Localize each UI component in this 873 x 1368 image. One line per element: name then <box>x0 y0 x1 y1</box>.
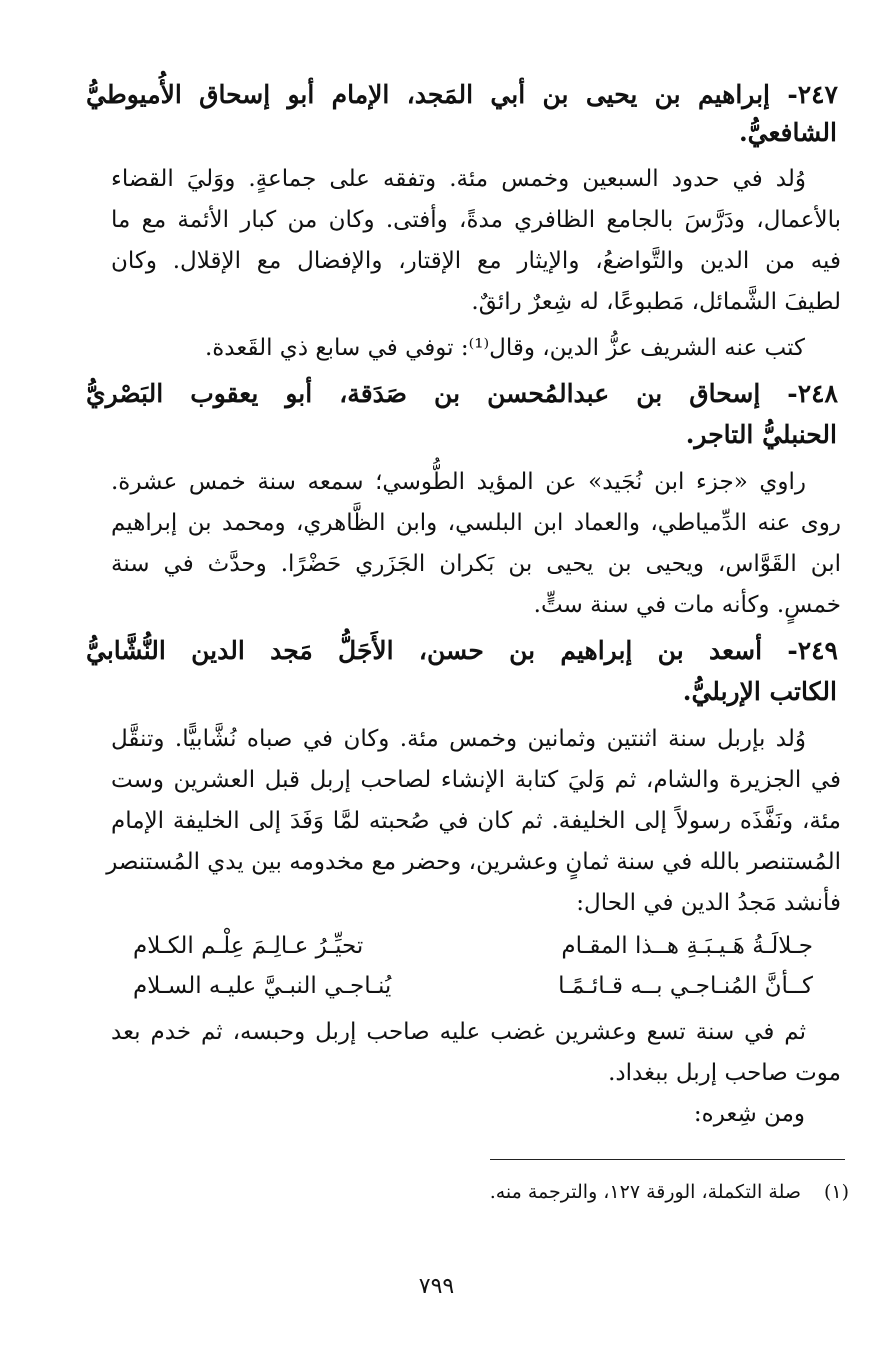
entry-247-heading-line-1: ٢٤٧- إبراهيم بن يحيى بن أبي المَجد، الإمام أبو إسحاق الأُميوطيُّ <box>86 80 838 109</box>
entry-248-heading-line-2: الحنبليُّ التاجر. <box>685 420 837 449</box>
verse-1-second-hemistich: تحيِّـرُ عـالِـمَ عِلْـم الكـلام <box>133 933 364 959</box>
verse-2-first-hemistich: كــأنَّ المُنـاجـي بــه قـائـمًـا <box>558 973 813 999</box>
entry-248-heading-line-1: ٢٤٨- إسحاق بن عبدالمُحسن بن صَدَقة، أبو يعقوب البَصْريُّ <box>86 379 838 408</box>
entry-249-heading-line-1: ٢٤٩- أسعد بن إبراهيم بن حسن، الأَجَلُّ مَجد الدين النُّشَّابيُّ <box>86 636 838 665</box>
entry-247-line-2: بالأعمال، ودَرَّسَ بالجامع الظافري مدةً، وأفتى. وكان من كبار الأئمة مع ما <box>111 207 841 233</box>
entry-248-line-1: راوي «جزء ابن نُجَيد» عن المؤيد الطُّوسي؛ سمعه سنة خمس عشرة. <box>111 469 806 495</box>
footnote-divider <box>490 1159 845 1160</box>
entry-249-line-5: فأنشد مَجدُ الدين في الحال: <box>576 890 841 916</box>
entry-247-line-4: لطيفَ الشَّمائل، مَطبوعًا، له شِعرٌ رائقٌ. <box>471 289 841 315</box>
entry-249-line-4: المُستنصر بالله في سنة ثمانٍ وعشرين، وحضر مع مخدومه بين يدي المُستنصر <box>106 849 841 875</box>
entry-247-line-5: كتب عنه الشريف عزُّ الدين، وقال⁽¹⁾: توفي في سابع ذي القَعدة. <box>204 335 805 361</box>
verse-1-first-hemistich: جـلالَـةُ هَـيـبَـةِ هــذا المقـام <box>561 933 813 959</box>
entry-249-line-3: مئة، ونَفَّذَه رسولاً إلى الخليفة. ثم كان في صُحبته لمَّا وَفَدَ إلى الخليفة الإمام <box>111 808 841 834</box>
page-number: ٧٩٩ <box>418 1274 455 1299</box>
entry-249-line-1: وُلد بإربل سنة اثنتين وثمانين وخمس مئة. وكان في صباه نُشَّابيًّا. وتنقَّل <box>111 726 806 752</box>
entry-247-line-3: فيه من الدين والتَّواضعُ، والإيثار مع الإقتار، والإفضال مع الإقلال. وكان <box>111 248 841 274</box>
entry-248-line-2: روى عنه الدِّمياطي، والعماد ابن البلسي، وابن الظَّاهري، ومحمد بن إبراهيم <box>111 510 841 536</box>
footnote-text: صلة التكملة، الورقة ١٢٧، والترجمة منه. <box>489 1181 801 1203</box>
entry-249-after-verse-line-1: ثم في سنة تسع وعشرين غضب عليه صاحب إربل وحبسه، ثم خدم بعد <box>111 1019 806 1045</box>
footnote-marker: (١) <box>823 1181 849 1203</box>
entry-248-line-4: خمسٍ. وكأنه مات في سنة ستٍّ. <box>533 592 841 618</box>
entry-247-heading-line-2: الشافعيُّ. <box>738 118 837 147</box>
entry-248-line-3: ابن القَوَّاس، ويحيى بن يحيى بن بَكران الجَزَري حَضْرًا. وحدَّث في سنة <box>111 551 841 577</box>
entry-249-heading-line-2: الكاتب الإربليُّ. <box>682 677 837 706</box>
entry-249-line-2: في الجزيرة والشام، ثم وَليَ كتابة الإنشاء لصاحب إربل قبل العشرين وست <box>111 767 841 793</box>
entry-249-after-verse-line-3: ومن شِعره: <box>693 1101 805 1127</box>
entry-247-line-1: وُلد في حدود السبعين وخمس مئة. وتفقه على جماعةٍ. ووَليَ القضاء <box>111 166 806 192</box>
verse-2-second-hemistich: يُنـاجـي النبـيَّ عليـه السـلام <box>133 973 392 999</box>
entry-249-after-verse-line-2: موت صاحب إربل ببغداد. <box>608 1060 841 1086</box>
